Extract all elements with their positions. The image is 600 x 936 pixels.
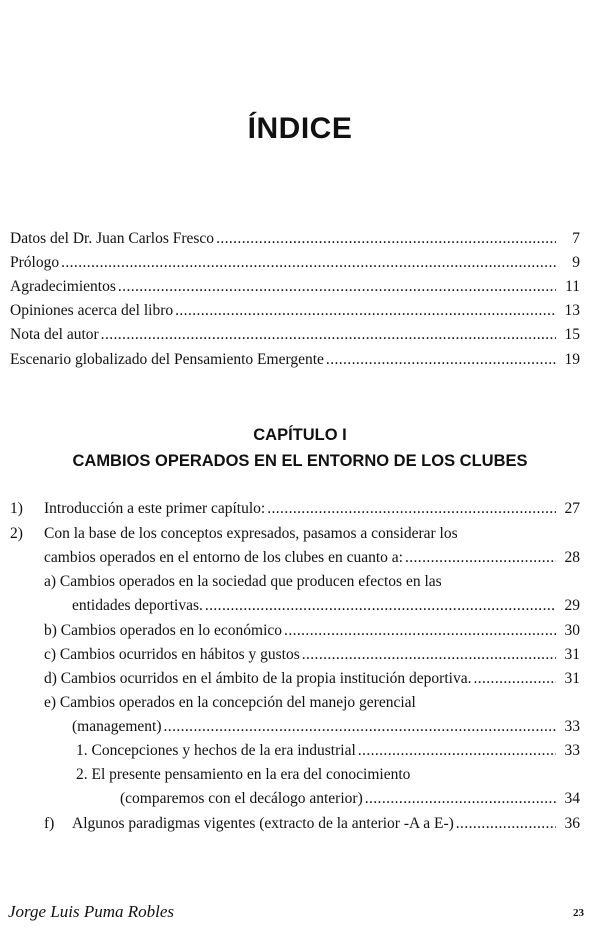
chapter-subtitle: CAMBIOS OPERADOS EN EL ENTORNO DE LOS CLUBES [72, 452, 528, 470]
dot-leader [267, 497, 556, 521]
toc-entry-text: 1. Concepciones y hechos de la era industrial [76, 742, 356, 759]
toc-entry-escenario [10, 348, 580, 372]
toc-entry-page: 30 [564, 622, 580, 639]
toc-entry-line: e) Cambios operados en la concepción del manejo gerencial [44, 694, 416, 711]
toc-entry-opiniones [10, 299, 580, 323]
toc-entry-line: a) Cambios operados en la sociedad que producen efectos en las [44, 573, 442, 590]
toc-entry-text: Agradecimientos [10, 278, 116, 295]
toc-entry-era-conocimiento [120, 787, 580, 811]
toc-entry-institucion [44, 667, 580, 691]
dot-leader [405, 546, 556, 570]
toc-entry-text: Prólogo [10, 254, 60, 271]
toc-entry-page: 34 [564, 790, 580, 807]
item-number: f) [44, 815, 55, 832]
toc-entry-text: Datos del Dr. Juan Carlos Fresco [10, 230, 215, 247]
item-number: 2) [10, 525, 23, 542]
dot-leader [358, 739, 556, 763]
item-number: 1) [10, 500, 23, 517]
toc-entry-text: c) Cambios ocurridos en hábitos y gustos [44, 646, 300, 663]
toc-entry-text: (comparemos con el decálogo anterior) [120, 790, 363, 807]
dot-leader [326, 348, 556, 372]
toc-entry-introduccion [44, 497, 580, 521]
toc-entry-page: 29 [564, 597, 580, 614]
toc-entry-text: Algunos paradigmas vigentes (extracto de la anterior -A a E-) [72, 815, 454, 832]
toc-entry-text: d) Cambios ocurridos en el ámbito de la propia institución deportiva. [44, 670, 472, 687]
toc-entry-page: 27 [564, 500, 580, 517]
toc-entry-page: 33 [564, 742, 580, 759]
toc-entry-text: b) Cambios operados en lo económico [44, 622, 283, 639]
toc-entry-habitos [44, 643, 580, 667]
toc-entry-text: Opiniones acerca del libro [10, 302, 174, 319]
toc-entry-page: 15 [564, 326, 580, 343]
toc-entry-datos [10, 227, 580, 251]
toc-entry-management [72, 715, 580, 739]
toc-entry-agradecimientos [10, 275, 580, 299]
toc-entry-page: 28 [564, 549, 580, 566]
toc-entry-line: 2. El presente pensamiento en la era del conocimiento [76, 766, 411, 783]
toc-entry-text: cambios operados en el entorno de los clubes en cuanto a: [44, 549, 403, 566]
footer-page-number: 23 [573, 907, 584, 919]
toc-entry-page: 13 [564, 302, 580, 319]
toc-entry-text: Nota del autor [10, 326, 99, 343]
dot-leader [205, 594, 556, 618]
toc-entry-cambios-entorno [44, 546, 580, 570]
dot-leader [473, 667, 556, 691]
toc-entry-page: 19 [564, 351, 580, 368]
dot-leader [61, 251, 556, 275]
dot-leader [118, 275, 556, 299]
toc-entry-page: 33 [564, 718, 580, 735]
toc-entry-text: entidades deportivas. [72, 597, 203, 614]
dot-leader [175, 299, 556, 323]
dot-leader [302, 643, 556, 667]
toc-entry-paradigmas [72, 812, 580, 836]
dot-leader [164, 715, 556, 739]
toc-entry-text: (management) [72, 718, 162, 735]
toc-entry-page: 31 [564, 670, 580, 687]
toc-entry-text: Escenario globalizado del Pensamiento Emergente [10, 351, 324, 368]
toc-entry-page: 31 [564, 646, 580, 663]
toc-entry-era-industrial [76, 739, 580, 763]
toc-entry-prologo [10, 251, 580, 275]
dot-leader [456, 812, 556, 836]
dot-leader [284, 619, 556, 643]
toc-entry-sociedad [72, 594, 580, 618]
toc-entry-page: 11 [565, 278, 580, 295]
footer-author: Jorge Luis Puma Robles [8, 902, 175, 921]
page-title: ÍNDICE [247, 112, 353, 145]
toc-entry-economico [44, 619, 580, 643]
toc-entry-page: 36 [564, 815, 580, 832]
dot-leader [101, 323, 556, 347]
chapter-heading: CAPÍTULO I [253, 426, 347, 444]
toc-entry-text: Introducción a este primer capítulo: [44, 500, 266, 517]
toc-entry-page: 9 [572, 254, 580, 271]
toc-entry-line: Con la base de los conceptos expresados, pasamos a considerar los [44, 525, 458, 542]
toc-entry-page: 7 [572, 230, 580, 247]
dot-leader [365, 787, 556, 811]
dot-leader [216, 227, 556, 251]
toc-entry-nota [10, 323, 580, 347]
